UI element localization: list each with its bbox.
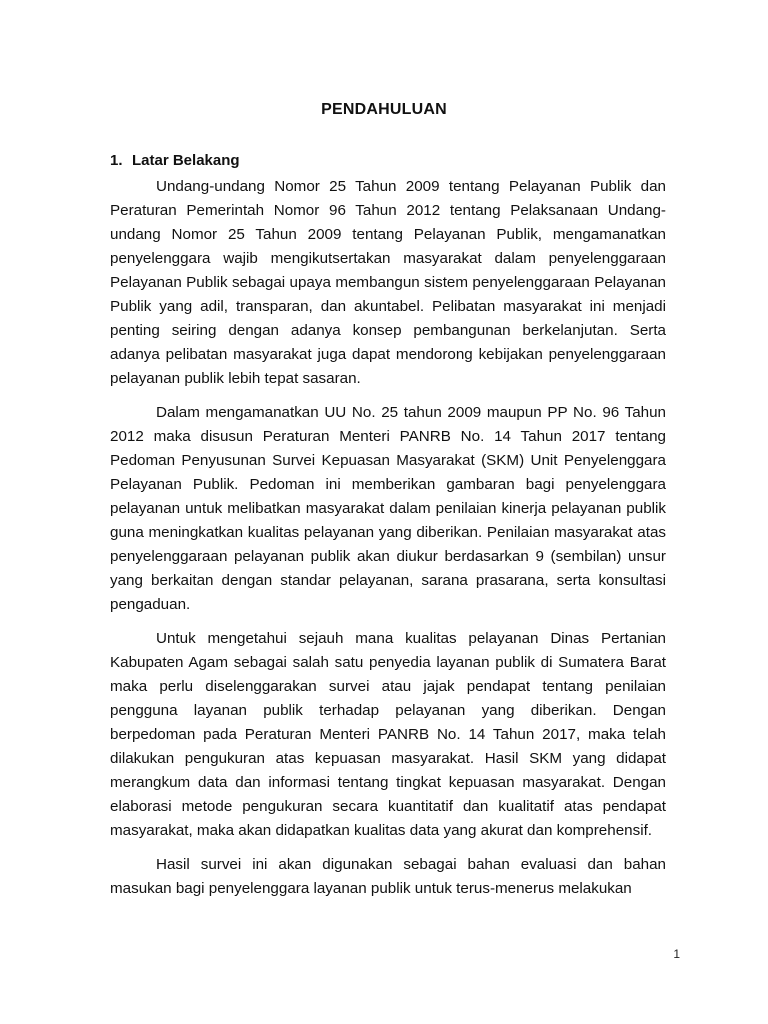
section-title: Latar Belakang [132,152,240,169]
document-body [110,149,666,911]
section-number: 1. [110,152,123,169]
paragraph: Undang-undang Nomor 25 Tahun 2009 tentang Pelayanan Publik dan Peraturan Pemerintah Nomor 96 Tahun 2012 tentang Pelaksanaan Undang-undang Nomor 25 Tahun 2009 tentang Pelayanan Publik, mengamanatkan penyelenggara wajib mengikutsertakan masyarakat dalam penyelenggaraan Pelayanan Publik sebagai upaya membangun sistem penyelenggaraan Pelayanan Publik yang adil, transparan, dan akuntabel. Pelibatan masyarakat ini menjadi penting seiring dengan adanya konsep pembangunan berkelanjutan. Serta adanya pelibatan masyarakat juga dapat mendorong kebijakan penyelenggaraan pelayanan publik lebih tepat sasaran. [110,178,666,387]
section-heading [110,149,666,173]
paragraph: Dalam mengamanatkan UU No. 25 tahun 2009 maupun PP No. 96 Tahun 2012 maka disusun Peraturan Menteri PANRB No. 14 Tahun 2017 tentang Pedoman Penyusunan Survei Kepuasan Masyarakat (SKM) Unit Penyelenggara Pelayanan Publik. Pedoman ini memberikan gambaran bagi penyelenggara pelayanan untuk melibatkan masyarakat dalam penilaian kinerja pelayanan publik guna meningkatkan kualitas pelayanan yang diberikan. Penilaian masyarakat atas penyelenggaraan pelayanan publik akan diukur berdasarkan 9 (sembilan) unsur yang berkaitan dengan standar pelayanan, sarana prasarana, serta konsultasi pengaduan. [110,404,666,613]
paragraph: Untuk mengetahui sejauh mana kualitas pelayanan Dinas Pertanian Kabupaten Agam sebagai salah satu penyedia layanan publik di Sumatera Barat maka perlu diselenggarakan survei atau jajak pendapat tentang penilaian pengguna layanan publik terhadap pelayanan yang diberikan. Dengan berpedoman pada Peraturan Menteri PANRB No. 14 Tahun 2017, maka telah dilakukan pengukuran atas kepuasan masyarakat. Hasil SKM yang didapat merangkum data dan informasi tentang tingkat kepuasan masyarakat. Dengan elaborasi metode pengukuran secara kuantitatif dan kualitatif atas pendapat masyarakat, maka akan didapatkan kualitas data yang akurat dan komprehensif. [110,630,666,839]
paragraph: Hasil survei ini akan digunakan sebagai bahan evaluasi dan bahan masukan bagi penyelenggara layanan publik untuk terus-menerus melakukan [110,856,666,897]
page-number: 1 [673,947,680,961]
page-title: PENDAHULUAN [321,101,447,118]
